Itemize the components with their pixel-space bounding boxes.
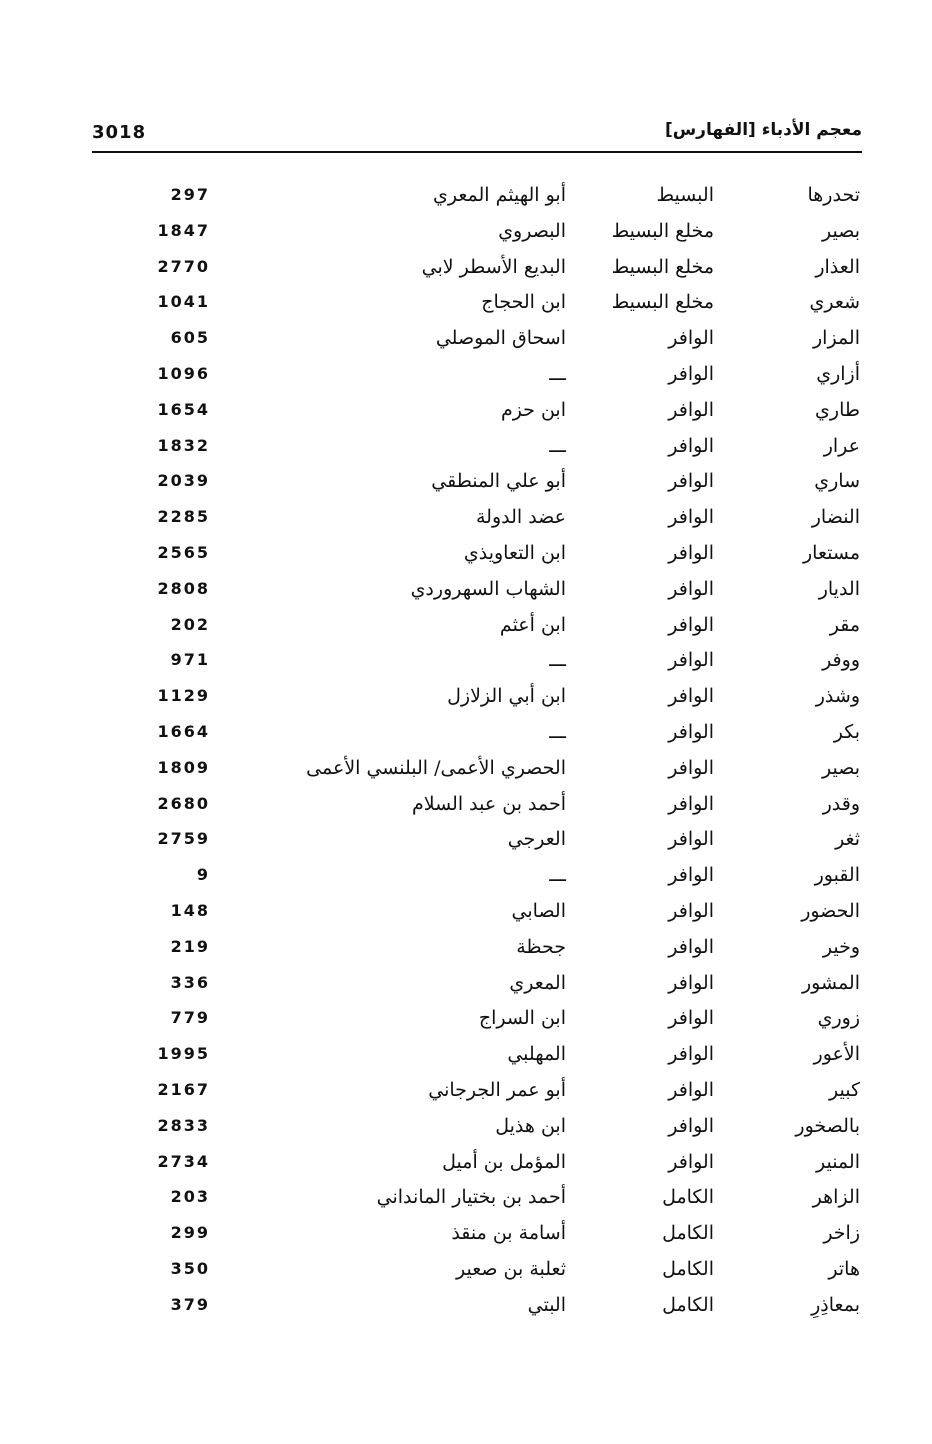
rhyme-word: وخير [822,935,860,958]
page-reference: 779 [170,1008,210,1028]
index-row [0,1290,932,1326]
poet-name: البديع الأسطر لابي [421,255,566,278]
page-reference: 2680 [157,793,210,813]
poetry-index-table [0,180,932,1326]
meter-name: الوافر [668,327,714,350]
meter-name: الكامل [662,1293,714,1316]
index-row [0,466,932,502]
poet-name: ـــ [549,649,566,672]
index-row [0,287,932,323]
poet-name: المعري [509,971,566,994]
index-row [0,359,932,395]
meter-name: الوافر [668,935,714,958]
page-reference: 350 [170,1258,210,1278]
index-row [0,610,932,646]
rhyme-word: مقر [829,613,860,636]
index-row [0,216,932,252]
index-row [0,753,932,789]
meter-name: الوافر [668,577,714,600]
poet-name: ابن حزم [500,398,566,421]
page-reference: 219 [170,936,210,956]
meter-name: الوافر [668,1150,714,1173]
index-row [0,1182,932,1218]
page-reference: 2565 [157,542,210,562]
meter-name: الوافر [668,398,714,421]
meter-name: مخلع البسيط [611,219,714,242]
meter-name: الوافر [668,1043,714,1066]
index-row [0,824,932,860]
poet-name: ثعلبة بن صعير [455,1257,566,1280]
page-reference: 203 [170,1187,210,1207]
meter-name: الوافر [668,756,714,779]
page-reference: 299 [170,1223,210,1243]
page-reference: 202 [170,614,210,634]
meter-name: الوافر [668,792,714,815]
meter-name: مخلع البسيط [611,255,714,278]
page-reference: 2039 [157,471,210,491]
index-row [0,1111,932,1147]
meter-name: الوافر [668,1078,714,1101]
rhyme-word: بمعاذِرِ [811,1293,860,1316]
poet-name: ـــ [549,362,566,385]
page-reference: 148 [170,900,210,920]
page-number: 3018 [92,122,147,143]
index-row [0,645,932,681]
index-row [0,968,932,1004]
poet-name: أبو علي المنطقي [431,470,566,493]
meter-name: الكامل [662,1257,714,1280]
rhyme-word: وقدر [822,792,860,815]
rhyme-word: ثغر [835,828,860,851]
index-row [0,896,932,932]
poet-name: أسامة بن منقذ [451,1222,566,1245]
meter-name: الوافر [668,685,714,708]
poet-name: الصابي [511,899,566,922]
poet-name: المهلبي [507,1043,566,1066]
index-row [0,538,932,574]
poet-name: ابن أبي الزلازل [447,685,566,708]
rhyme-word: المزار [813,327,860,350]
poet-name: ابن السراج [478,1007,566,1030]
rhyme-word: الديار [818,577,860,600]
index-row [0,574,932,610]
index-row [0,1254,932,1290]
page-reference: 1654 [157,399,210,419]
rhyme-word: الحضور [801,899,860,922]
rhyme-word: مستعار [803,541,860,564]
poet-name: أبو عمر الجرجاني [428,1078,566,1101]
page-reference: 1847 [157,220,210,240]
rhyme-word: طاري [815,398,860,421]
index-row [0,323,932,359]
rhyme-word: الزاهر [812,1186,860,1209]
index-row [0,502,932,538]
meter-name: الوافر [668,613,714,636]
page-reference: 2770 [157,256,210,276]
index-row [0,932,932,968]
rhyme-word: زوري [817,1007,860,1030]
meter-name: الوافر [668,899,714,922]
page-reference: 1832 [157,435,210,455]
rhyme-word: عرار [823,434,860,457]
index-row [0,1039,932,1075]
index-row [0,1003,932,1039]
page-reference: 2285 [157,507,210,527]
meter-name: الوافر [668,541,714,564]
page-reference: 971 [170,650,210,670]
rhyme-word: وشذر [815,685,860,708]
meter-name: الكامل [662,1186,714,1209]
rhyme-word: كبير [829,1078,860,1101]
rhyme-word: المشور [802,971,860,994]
meter-name: الوافر [668,720,714,743]
index-row [0,395,932,431]
rhyme-word: بكر [833,720,860,743]
rhyme-word: العذار [815,255,860,278]
rhyme-word: أزاري [816,362,860,385]
meter-name: الوافر [668,864,714,887]
rhyme-word: تحدرها [807,184,860,206]
rhyme-word: هاتر [828,1257,860,1280]
index-row [0,789,932,825]
index-row [0,1218,932,1254]
poet-name: اسحاق الموصلي [435,327,566,350]
index-row [0,1147,932,1183]
running-title: معجم الأدباء [الفهارس] [664,120,862,140]
poet-name: أحمد بن بختيار المانداني [376,1186,566,1209]
rhyme-word: زاخر [823,1222,860,1245]
index-row [0,252,932,288]
page-reference: 1664 [157,721,210,741]
poet-name: البصروي [498,219,566,242]
page-reference: 379 [170,1294,210,1314]
page-reference: 2734 [157,1151,210,1171]
page-reference: 2759 [157,829,210,849]
rhyme-word: بصير [822,756,860,779]
index-row [0,1075,932,1111]
poet-name: جحظة [516,935,566,958]
poet-name: العرجي [507,828,566,851]
meter-name: الوافر [668,470,714,493]
page-reference: 1129 [157,686,210,706]
poet-name: ـــ [549,434,566,457]
poet-name: ـــ [549,864,566,887]
index-row [0,431,932,467]
poet-name: عضد الدولة [475,506,566,529]
page-reference: 2808 [157,578,210,598]
rhyme-word: الأعور [813,1043,860,1066]
rhyme-word: القبور [814,864,860,887]
header-rule [92,151,862,153]
rhyme-word: النضار [811,506,860,529]
poet-name: ـــ [549,720,566,743]
poet-name: الحصري الأعمى/ البلنسي الأعمى [306,756,566,779]
meter-name: مخلع البسيط [611,291,714,314]
poet-name: أبو الهيثم المعري [433,184,566,206]
meter-name: الوافر [668,649,714,672]
index-row [0,681,932,717]
page-reference: 1041 [157,292,210,312]
meter-name: الوافر [668,971,714,994]
meter-name: الوافر [668,1114,714,1137]
meter-name: الكامل [662,1222,714,1245]
page-reference: 336 [170,972,210,992]
poet-name: الشهاب السهروردي [410,577,566,600]
index-row [0,717,932,753]
poet-name: البتي [527,1293,566,1316]
page-reference: 605 [170,328,210,348]
poet-name: ابن أعثم [499,613,566,636]
page-reference: 1096 [157,363,210,383]
rhyme-word: المنير [815,1150,860,1173]
index-row [0,860,932,896]
meter-name: الوافر [668,1007,714,1030]
page-header [92,118,862,152]
page-reference: 9 [196,865,210,885]
poet-name: المؤمل بن أميل [442,1150,566,1173]
rhyme-word: ووفر [822,649,860,672]
meter-name: الوافر [668,434,714,457]
poet-name: ابن الحجاج [481,291,566,314]
rhyme-word: بصير [822,219,860,242]
rhyme-word: بالصخور [795,1114,860,1137]
rhyme-word: ساري [814,470,860,493]
page-reference: 2833 [157,1115,210,1135]
rhyme-word: شعري [809,291,860,314]
meter-name: الوافر [668,506,714,529]
page-reference: 1809 [157,757,210,777]
page-reference: 1995 [157,1044,210,1064]
poet-name: أحمد بن عبد السلام [411,792,566,815]
meter-name: الوافر [668,828,714,851]
index-row [0,180,932,216]
page-reference: 297 [170,185,210,204]
meter-name: الوافر [668,362,714,385]
page-reference: 2167 [157,1079,210,1099]
poet-name: ابن هذيل [495,1114,566,1137]
poet-name: ابن التعاويذي [463,541,566,564]
meter-name: البسيط [656,184,714,206]
